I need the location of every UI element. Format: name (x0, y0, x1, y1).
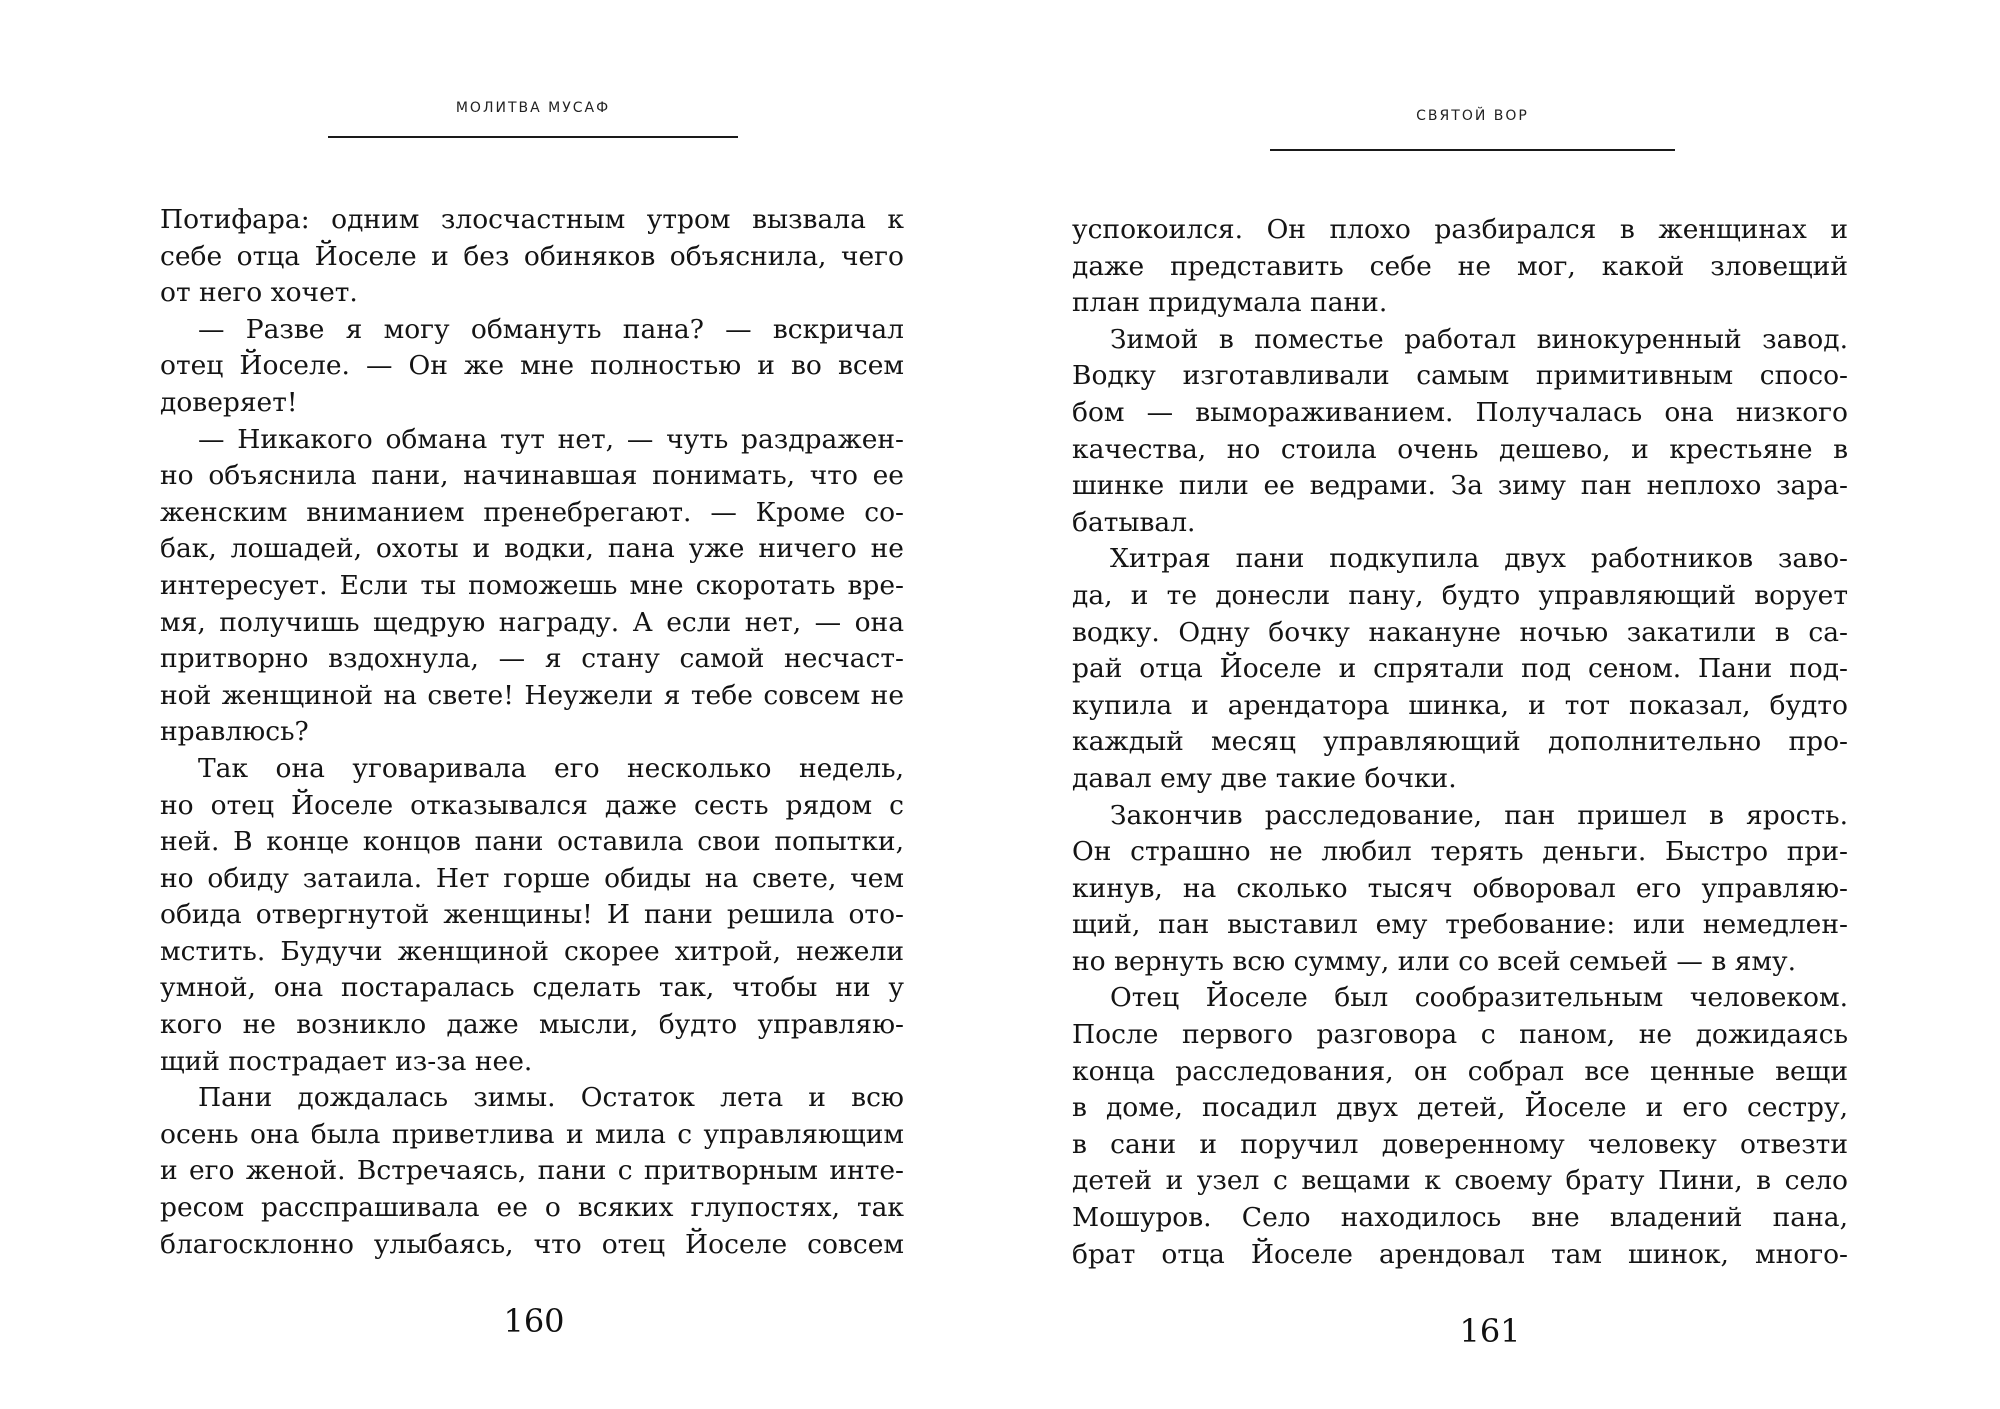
text-line: Пани дождалась зимы. Остаток лета и всю (198, 1082, 904, 1114)
text-line: благосклонно улыбаясь, что отец Йоселе совсем (160, 1228, 904, 1260)
text-line: Потифара: одним злосчастным утром вызвала к (160, 204, 904, 235)
text-line: щий, пан выставил ему требование: или немедлен- (1072, 909, 1848, 941)
text-line: ней. В конце концов пани оставила свои попытки, (160, 826, 904, 858)
text-line: Хитрая пани подкупила двух работников заво- (1110, 543, 1848, 575)
text-line: брат отца Йоселе арендовал там шинок, много- (1072, 1238, 1848, 1270)
text-line: Закончив расследование, пан пришел в ярость. (1110, 799, 1848, 831)
text-line: Водку изготавливали самым примитивным спосо- (1072, 360, 1848, 392)
text-line: бом — вымораживанием. Получалась она низкого (1072, 396, 1848, 428)
text-line: отец Йоселе. — Он же мне полностью и во всем (160, 350, 904, 382)
text-line: После первого разговора с паном, не дожидаясь (1072, 1019, 1848, 1051)
text-line: водку. Одну бочку накануне ночью закатили в са- (1072, 616, 1848, 648)
text-line: в сани и поручил доверенному человеку отвезти (1072, 1128, 1848, 1160)
right-header-rule (1270, 149, 1675, 151)
text-line: качества, но стоила очень дешево, и крестьяне в (1072, 433, 1848, 465)
text-line: себе отца Йоселе и без обиняков объяснила, чего (160, 240, 904, 272)
text-line: умной, она постаралась сделать так, чтобы ни у (160, 972, 904, 1004)
text-line: рай отца Йоселе и спрятали под сеном. Пани под- (1072, 653, 1848, 685)
right-page-number: 161 (1459, 1312, 1521, 1350)
text-line: — Разве я могу обмануть пана? — вскричал (198, 313, 904, 345)
text-line: мстить. Будучи женщиной скорее хитрой, нежели (160, 935, 904, 967)
text-line: мя, получишь щедрую награду. А если нет, — она (160, 606, 904, 638)
text-line: шинке пили ее ведрами. За зиму пан неплохо зара- (1072, 470, 1848, 502)
text-line: но объяснила пани, начинавшая понимать, что ее (160, 460, 904, 492)
text-line: кинув, на сколько тысяч обворовал его управляю- (1072, 872, 1848, 904)
text-line: батывал. (1072, 506, 1196, 538)
text-line: Так она уговаривала его несколько недель, (198, 752, 904, 784)
right-running-head: СВЯТОЙ ВОР (1416, 108, 1529, 124)
text-line: интересует. Если ты поможешь мне скоротать вре- (160, 569, 904, 601)
text-line: от него хочет. (160, 277, 358, 309)
text-line: каждый месяц управляющий дополнительно про- (1072, 726, 1848, 758)
text-line: давал ему две такие бочки. (1072, 762, 1457, 794)
text-line: женским вниманием пренебрегают. — Кроме со- (160, 496, 904, 528)
text-line: ной женщиной на свете! Неужели я тебе совсем не (160, 679, 904, 711)
text-line: притворно вздохнула, — я стану самой несчаст- (160, 643, 904, 675)
text-line: успокоился. Он плохо разбирался в женщинах и (1072, 214, 1848, 245)
text-line: детей и узел с вещами к своему брату Пини, в село (1072, 1165, 1848, 1197)
text-line: даже представить себе не мог, какой зловещий (1072, 250, 1848, 282)
text-line: — Никакого обмана тут нет, — чуть раздражен- (198, 423, 904, 455)
text-line: но вернуть всю сумму, или со всей семьей — в яму. (1072, 945, 1797, 977)
text-line: Отец Йоселе был сообразительным человеком. (1110, 982, 1848, 1014)
right-page (1000, 0, 2000, 1409)
right-body-text (1072, 212, 1848, 1273)
text-line: ресом расспрашивала ее о всяких глупостях, так (160, 1192, 904, 1224)
text-line: конца расследования, он собрал все ценные вещи (1072, 1055, 1848, 1087)
text-line: да, и те донесли пану, будто управляющий ворует (1072, 579, 1848, 611)
text-line: Мошуров. Село находилось вне владений пана, (1072, 1202, 1848, 1234)
text-line: кого не возникло даже мысли, будто управляю- (160, 1009, 904, 1041)
text-line: осень она была приветлива и мила с управляющим (160, 1118, 904, 1150)
text-line: план придумала пани. (1072, 287, 1388, 319)
text-line: щий пострадает из-за нее. (160, 1045, 533, 1077)
left-running-head: МОЛИТВА МУСАФ (455, 100, 611, 116)
text-line: в доме, посадил двух детей, Йоселе и его сестру, (1072, 1092, 1848, 1124)
text-line: доверяет! (160, 386, 298, 418)
text-line: и его женой. Встречаясь, пани с притворным инте- (160, 1155, 904, 1187)
text-line: Зимой в поместье работал винокуренный завод. (1110, 323, 1848, 355)
text-line: но отец Йоселе отказывался даже сесть рядом с (160, 789, 904, 821)
left-page-number: 160 (503, 1302, 565, 1340)
text-line: нравлюсь? (160, 716, 309, 748)
left-body-text (160, 202, 904, 1263)
text-line: купила и арендатора шинка, и тот показал, будто (1072, 689, 1848, 721)
text-line: обида отвергнутой женщины! И пани решила ото- (160, 899, 904, 931)
text-line: Он страшно не любил терять деньги. Быстро при- (1072, 836, 1848, 868)
text-line: но обиду затаила. Нет горше обиды на свете, чем (160, 862, 904, 894)
left-header-rule (328, 136, 738, 138)
text-line: бак, лошадей, охоты и водки, пана уже ничего не (160, 533, 904, 565)
